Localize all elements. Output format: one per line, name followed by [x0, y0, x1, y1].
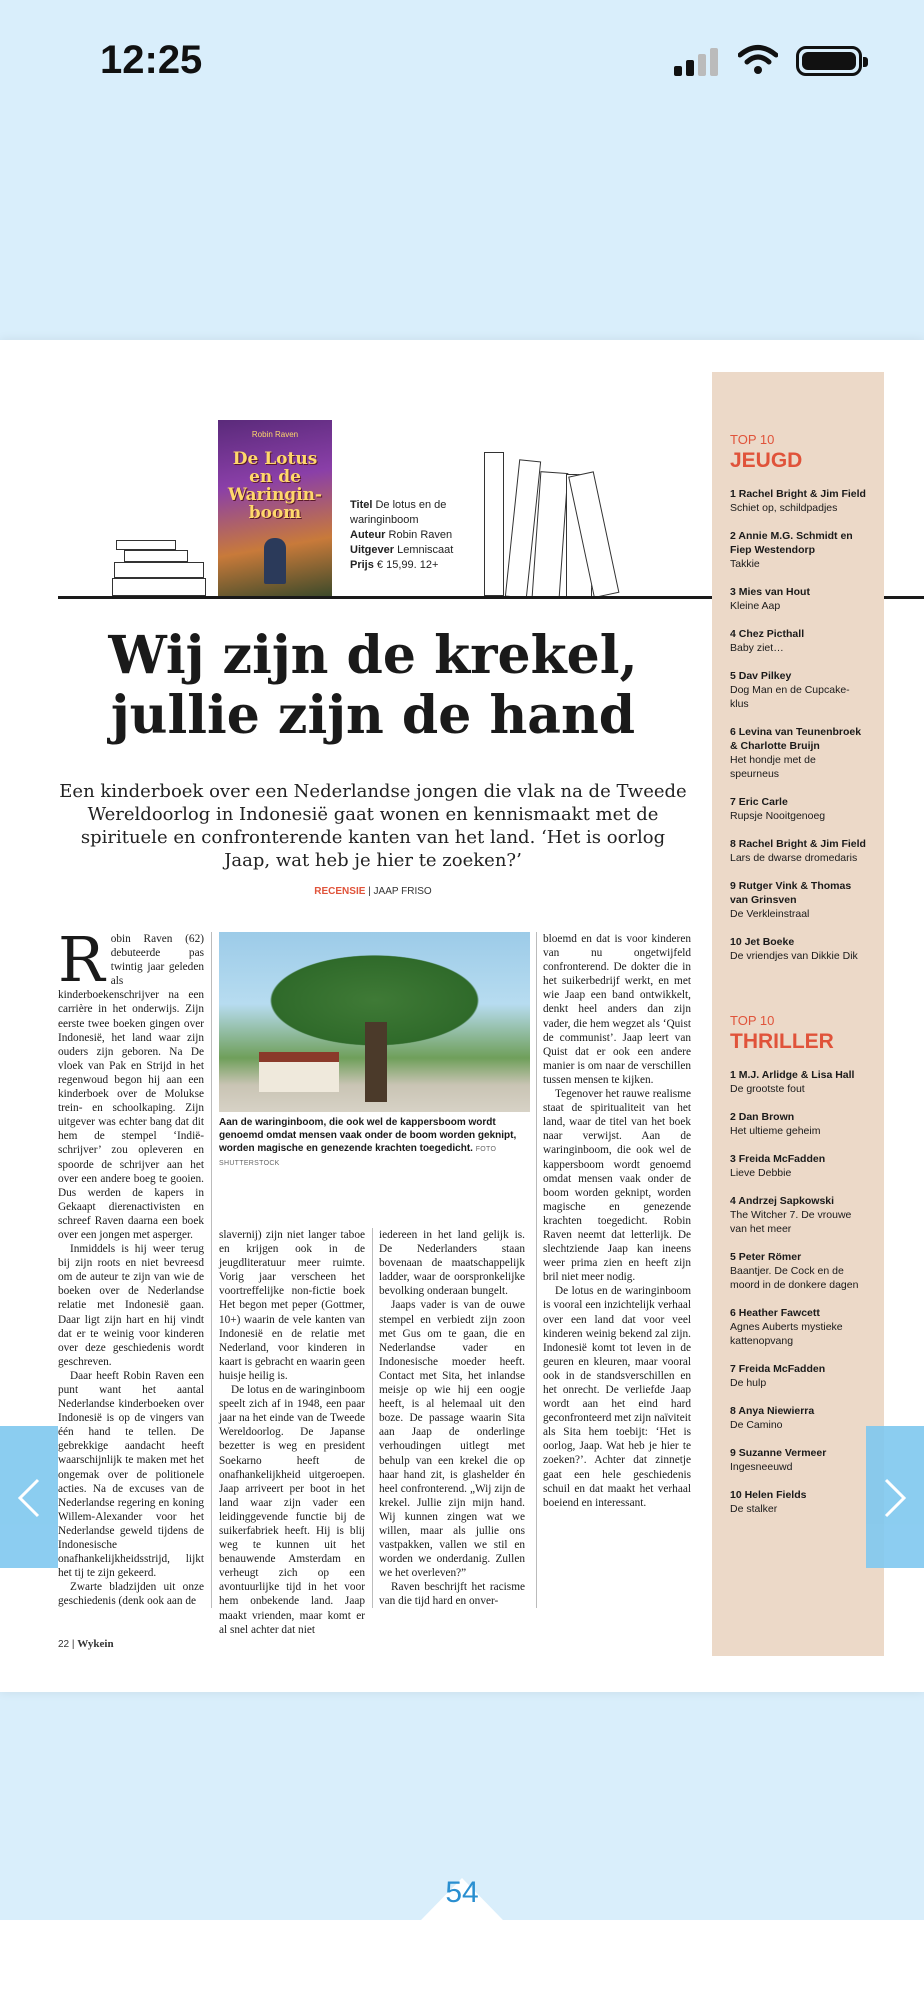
article-intro: Een kinderboek over een Nederlandse jongen die vlak na de Tweede Wereldoorlog in Indonesië gaat wonen en kennismaakt met de spirituele en confronterende kanten van het land. ‘Het is oorlog Jaap, wat heb je hier te zoeken?’: [59, 781, 687, 871]
column-rule: [536, 932, 537, 1608]
article-photo: [219, 932, 530, 1112]
list-item-title: Lieve Debbie: [730, 1167, 792, 1179]
list-item: [730, 1446, 866, 1474]
list-item-author: 3 Mies van Hout: [730, 586, 810, 598]
status-bar: [0, 0, 924, 120]
list-item-author: 7 Freida McFadden: [730, 1363, 826, 1375]
article-column-1: Robin Raven (62) debuteerde pas twintig jaar geleden als kinderboekenschrijver na een carrière in het onderwijs. Zijn eerste twee boeken gingen over Indonesië, het land waar zijn ouders zijn geboren. Na De vloek van Pak en Strijd in het regenwoud begon hij aan een kinderboek over de Molukse trein- en schoolkaping. Zijn uitgever was echter bang dat dit hem de stempel ‘Indië-schrijver’ zou opleveren en spoorde de schrijver aan het over een andere boeg te gooien. Dus werden de kapers in Gekaapt dierenactivisten en schreef Raven daarna een boek over een jongen met asperger. Inmiddels is hij weer terug bij zijn roots en niet bevreesd om de auteur te zijn van wie de boeken over de Nederlandse relatie met Indonesië gaan. Daar ligt zijn hart en hij vindt dat er te weinig voor kinderen over deze geschiedenis wordt geschreven. Daar heeft Robin Raven een punt want het aantal Nederlandse kinderboeken over Indonesië is op de vingers van één hand te tellen. De gebrekkige aandacht heeft waarschijnlijk te maken met het ongemak over de politionele acties. Na de excuses van de Nederlandse regering en koning Willem-Alexander voor het Nederlandse geweld tijdens de Indonesische onafhankelijkheidsstrijd, lijkt het tij te zijn gekeerd. Zwarte bladzijden uit onze geschiedenis (denk ook aan de: [58, 923, 204, 1608]
top10-sidebar: [712, 372, 884, 1656]
book-cover: Robin Raven De Lotus en de Waringin-boom: [218, 420, 332, 596]
list-item: [730, 1068, 866, 1096]
list-item-author: 9 Rutger Vink & Thomas van Grinsven: [730, 880, 852, 906]
list-item: [730, 1404, 866, 1432]
battery-icon: [796, 46, 862, 76]
list-item: [730, 879, 866, 921]
chevron-right-icon: [880, 1476, 910, 1520]
list-item: [730, 1250, 866, 1292]
list-item-title: Dog Man en de Cupcake-klus: [730, 684, 850, 710]
book-cover-title: De Lotus en de Waringin-boom: [227, 449, 323, 523]
article-column-2: slavernij) zijn niet langer taboe en krijgen ook in de jeugdliteratuur meer ruimte. Vorig jaar verscheen het voortreffelijke non-fictie boek Het begon met peper (Gottmer, 10+) waarin de vele kanten van Indonesië en de relatie met Nederland, voor kinderen in kaart is gebracht en waarin geen huisje heilig is. De lotus en de waringinboom speelt zich af in 1948, een paar jaar na het einde van de Tweede Wereldoorlog. De Japanse bezetter is weg en president Soekarno heeft de onafhankelijkheid uitgeroepen. Jaap arriveert per boot in het land waar zijn vader een leidinggevende functie bij de suikerfabriek heeft. Hij is blij weg te kunnen uit het benauwende Amsterdam en verheugt zich op een avontuurlijke tijd in het voor hem onbekende land. Jaap maakt vrienden, maar komt er al snel achter dat niet: [219, 1229, 365, 1636]
list-item-author: 4 Chez Picthall: [730, 628, 805, 640]
list-item-author: 1 Rachel Bright & Jim Field: [730, 488, 866, 500]
list-item-author: 8 Anya Niewierra: [730, 1405, 815, 1417]
list-item-title: De stalker: [730, 1503, 778, 1515]
jeugd-kicker: TOP 10: [730, 432, 775, 447]
signal-icon: [674, 46, 720, 76]
thriller-title: THRILLER: [730, 1030, 834, 1053]
thriller-kicker: TOP 10: [730, 1013, 775, 1028]
list-item: [730, 669, 866, 711]
dropcap: R: [58, 923, 105, 996]
jeugd-list: [730, 487, 866, 963]
thriller-list: [730, 1068, 866, 1516]
list-item-title: Agnes Auberts mystieke kattenopvang: [730, 1321, 843, 1347]
book-info: Titel De lotus en de waringinboom Auteur Robin Raven Uitgever Lemniscaat Prijs € 15,99. 12+: [350, 499, 454, 571]
list-item-author: 9 Suzanne Vermeer: [730, 1447, 827, 1459]
next-page-button[interactable]: [866, 1426, 924, 1568]
list-item-author: 4 Andrzej Sapkowski: [730, 1195, 835, 1207]
list-item-title: De vriendjes van Dikkie Dik: [730, 950, 858, 962]
list-item-author: 10 Jet Boeke: [730, 936, 795, 948]
article-column-3: iedereen in het land gelijk is. De Nederlanders staan bovenaan de maatschappelijk ladder, waar de oorspronkelijke bevolking onderaan bungelt. Jaaps vader is van de ouwe stempel en verbiedt zijn zoon met Gus om te gaan, die en Nederlandse vader en Indonesische moeder heeft. Contact met Sita, het inlandse meisje op wie hij een oogje heeft, is al helemaal uit den boze. De passage waarin Sita aan Jaap de onderlinge verhoudingen uitlegt met behulp van een krekel die op haar hand zit, is glashelder én heel confronterend. „Wij zijn de krekel. Jullie zijn mijn hand. Wij kunnen zingen wat we willen, maar als jullie ons vastpakken, vallen we stil en worden we onderdanig. Zullen we het overleven?” Raven beschrijft het racisme van die tijd hard en onver-: [379, 1229, 525, 1608]
list-item-title: De Verkleinstraal: [730, 908, 810, 920]
column-rule: [211, 932, 212, 1608]
byline: RECENSIE | JAAP FRISO: [314, 886, 432, 897]
article-column-4: bloemd en dat is voor kinderen van nu ongetwijfeld confronterend. De dokter die in het suikerbedrijf werkt, en met wie Jaap een band ontwikkelt, denkt heel anders dan zijn vader, die hem wegzet als ‘Quist de communist’. Jaap leert van Quist dat er ook een andere manier is om naar de verschillen tussen mensen te kijken. Tegenover het rauwe realisme staat de spiritualiteit van het land, waar de titel van het boek naar verwijst. Aan de waringinboom, die ook wel de kappersboom wordt genoemd omdat mensen vaak onder de boom worden geknipt, worden magische en genezende krachten toegedicht. Robin Raven neemt dat letterlijk. De slechtziende Jaap kan ineens weer prima zien en heeft zijn bril niet meer nodig. De lotus en de waringinboom is vooral een inzichtelijk verhaal over een land dat voor veel kinderen weinig bekend zal zijn. Indonesië komt tot leven in de geuren en kleuren, maar vooral ook in de standsverschillen en het onrecht. De verliefde Jaap wordt aan het eind hard geconfronteerd met zijn naïviteit als Sita hem toebijt: ‘Het is oorlog, Jaap. Wat heb je hier te zoeken?’. Achter dat zinnetje gaat een hele geschiedenis schuil en dat maakt het verhaal boeiend en interessant.: [543, 933, 691, 1509]
list-item-title: Takkie: [730, 558, 760, 570]
list-item-author: 1 M.J. Arlidge & Lisa Hall: [730, 1069, 855, 1081]
list-item: [730, 1152, 866, 1180]
page-folio: 22 | Wykein: [58, 1638, 114, 1650]
list-item-title: De hulp: [730, 1377, 767, 1389]
stacked-book-illustration: [112, 578, 206, 596]
list-item-title: De grootste fout: [730, 1083, 805, 1095]
list-item-title: Baby ziet…: [730, 642, 784, 654]
list-item-title: Schiet op, schildpadjes: [730, 502, 838, 514]
list-item: [730, 1110, 866, 1138]
list-item: [730, 529, 866, 571]
previous-page-button[interactable]: [0, 1426, 58, 1568]
list-item: [730, 1362, 866, 1390]
list-item-title: Kleine Aap: [730, 600, 781, 612]
stacked-book-illustration: [114, 562, 204, 578]
list-item-title: Het hondje met de speurneus: [730, 754, 816, 780]
list-item-author: 5 Dav Pilkey: [730, 670, 792, 682]
list-item-author: 7 Eric Carle: [730, 796, 788, 808]
list-item: [730, 837, 866, 865]
list-item: [730, 795, 866, 823]
stacked-book-illustration: [116, 540, 176, 550]
column-rule: [372, 1228, 373, 1608]
list-item-title: The Witcher 7. De vrouwe van het meer: [730, 1209, 852, 1235]
page-number[interactable]: 54: [445, 1876, 479, 1909]
chevron-left-icon: [14, 1476, 44, 1520]
magazine-page: [0, 340, 924, 1692]
article-headline: Wij zijn de krekel, jullie zijn de hand: [108, 625, 638, 746]
list-item: [730, 487, 866, 515]
list-item-title: Baantjer. De Cock en de moord in de donkere dagen: [730, 1265, 859, 1291]
list-item-author: 2 Annie M.G. Schmidt en Fiep Westendorp: [730, 530, 853, 556]
list-item-title: Het ultieme geheim: [730, 1125, 821, 1137]
list-item-author: 5 Peter Römer: [730, 1251, 802, 1263]
list-item-author: 10 Helen Fields: [730, 1489, 807, 1501]
jeugd-title: JEUGD: [730, 449, 803, 472]
list-item: [730, 725, 866, 781]
list-item: [730, 1306, 866, 1348]
list-item: [730, 627, 866, 655]
list-item-author: 8 Rachel Bright & Jim Field: [730, 838, 866, 850]
status-time: 12:25: [100, 38, 203, 82]
list-item-author: 3 Freida McFadden: [730, 1153, 826, 1165]
list-item: [730, 1194, 866, 1236]
list-item: [730, 935, 866, 963]
list-item-author: 2 Dan Brown: [730, 1111, 795, 1123]
list-item-author: 6 Heather Fawcett: [730, 1307, 820, 1319]
list-item-title: Rupsje Nooitgenoeg: [730, 810, 826, 822]
list-item-title: Lars de dwarse dromedaris: [730, 852, 858, 864]
standing-book-illustration: [484, 452, 504, 596]
list-item-author: 6 Levina van Teunenbroek & Charlotte Bruijn: [730, 726, 862, 752]
list-item-title: Ingesneeuwd: [730, 1461, 793, 1473]
stacked-book-illustration: [124, 550, 188, 562]
list-item: [730, 1488, 866, 1516]
list-item: [730, 585, 866, 613]
wifi-icon: [738, 44, 778, 76]
list-item-title: De Camino: [730, 1419, 783, 1431]
photo-caption: Aan de waringinboom, die ook wel de kappersboom wordt genoemd omdat mensen vaak onder de boom worden geknipt, worden magische en genezende krachten toegedicht. FOTO SHUTTERSTOCK: [219, 1117, 517, 1167]
